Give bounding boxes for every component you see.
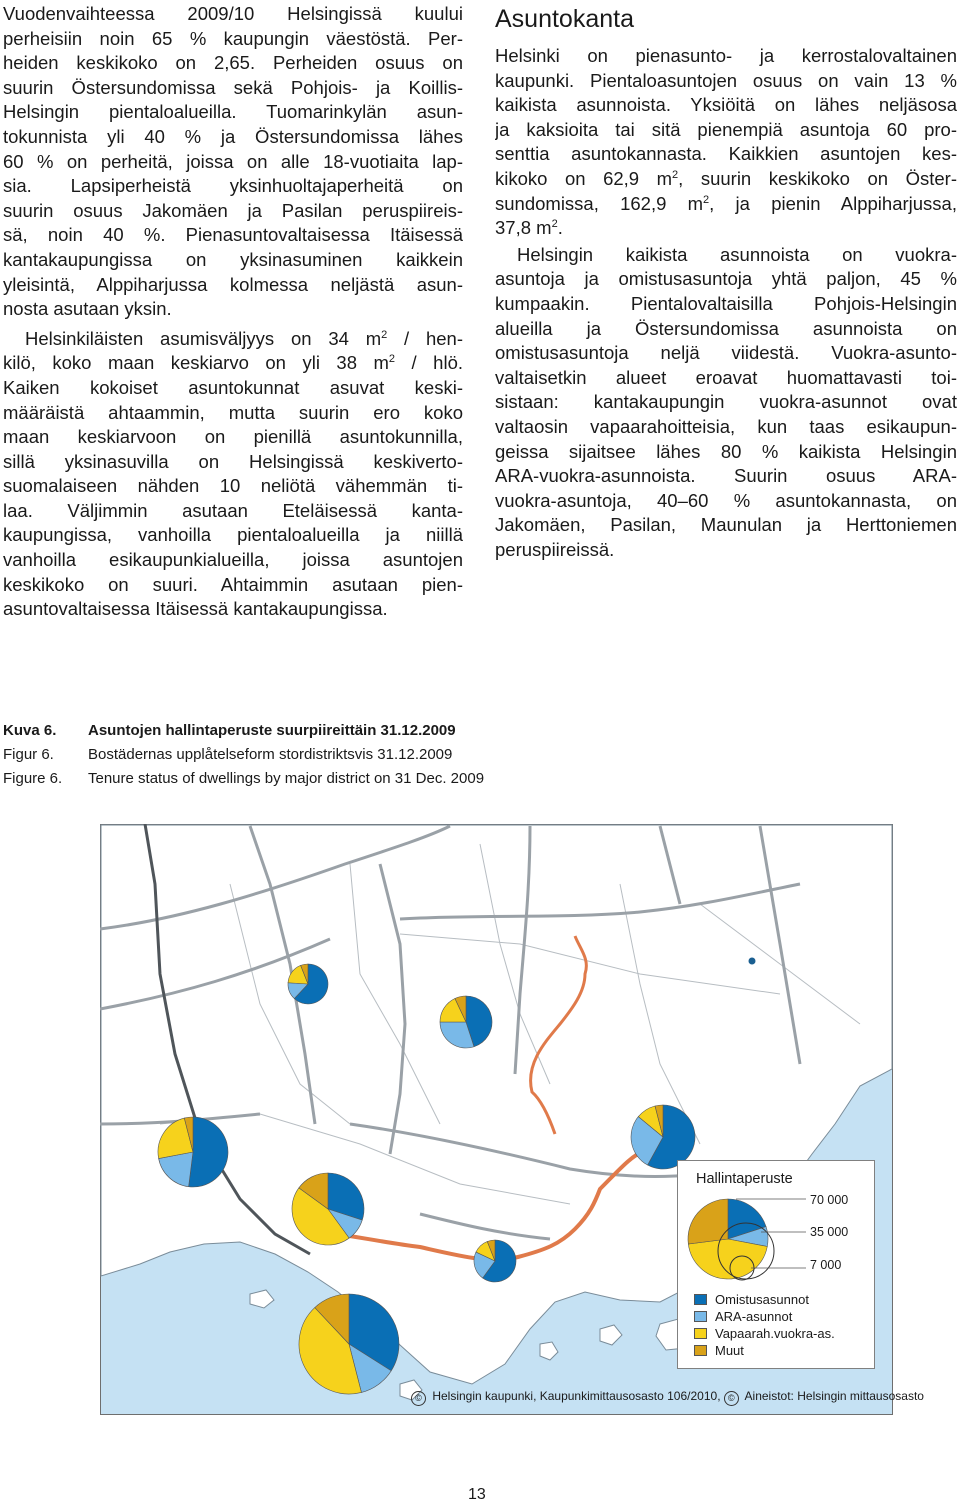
swatch xyxy=(694,1345,707,1356)
text-segment: kilö, koko maan keskiarvo on yli 38 m xyxy=(3,352,389,374)
text-line: vanhoilla esikaupunkialueilla, joissa asuntojen xyxy=(3,549,463,571)
district-pie xyxy=(299,1294,399,1394)
text-line: kaupunki. Pientaloasuntojen osuus on vain 13 % xyxy=(495,69,957,91)
legend-size-7000: 7 000 xyxy=(810,1258,842,1272)
caption-text: Tenure status of dwellings by major district on 31 Dec. 2009 xyxy=(88,770,485,787)
text-line: valtaisetkin alueet eroavat huomattavasti toi- xyxy=(495,366,957,388)
superscript: 2 xyxy=(672,168,679,181)
superscript: 2 xyxy=(703,193,710,206)
text-line: senttia asuntokannasta. Kaikkien asuntojen kes- xyxy=(495,143,957,165)
text-line: sillä yksinasuvilla on Helsingissä keskivertо- xyxy=(3,450,463,472)
text-line: alueilla ja Östersundomissa asunnoista on xyxy=(495,317,957,339)
text-segment: . xyxy=(557,217,563,239)
text-line: yleisintä, Alppiharjussa kolmessa neljästä asun- xyxy=(3,273,463,295)
district-pie xyxy=(288,964,328,1004)
superscript: 2 xyxy=(381,328,388,341)
superscript: 2 xyxy=(551,218,558,231)
caption-row-en xyxy=(3,767,484,791)
text-line: ja kaksioita tai sitä pienempiä asuntoja 60 pro- xyxy=(495,118,957,140)
text-line: peruspiireissä. xyxy=(495,538,615,560)
pie-slice xyxy=(688,1239,767,1279)
text-line: asuntovaltaisessa Itäisessä kantakaupungissa. xyxy=(3,598,388,620)
swatch xyxy=(694,1294,707,1305)
text-line: Helsingin pientaloalueilla. Tuomarinkylän asun- xyxy=(3,101,463,123)
text-line: kaupungissa, vanhoilla pientaloalueilla ja niillä xyxy=(3,524,463,546)
swatch xyxy=(694,1311,707,1322)
right-column xyxy=(495,0,957,562)
credit-text: Helsingin kaupunki, Kaupunkimittausosasto 106/2010, xyxy=(429,1389,724,1403)
page-number: 13 xyxy=(468,1486,486,1503)
legend-item-ara xyxy=(694,1309,792,1324)
text-line: kumpaakin. Pientalovaltaisilla Pohjois-Helsingin xyxy=(495,292,957,314)
paragraph-perheet xyxy=(3,2,463,322)
legend-label: Vapaarah.vuokra-as. xyxy=(715,1326,835,1341)
text-line: Kaiken kokoiset asuntokunnat asuvat keski- xyxy=(3,376,463,398)
paragraph-asuntokanta xyxy=(495,44,957,241)
text-line: keskikoko on suuri. Ahtaimmin asutaan pien- xyxy=(3,573,463,595)
district-pie xyxy=(440,996,492,1048)
text-segment: Helsinkiläisten asumisväljyys on 34 m xyxy=(25,327,382,349)
district-map xyxy=(100,824,924,1415)
text-line: asuntoja ja omistusasuntoja yhtä paljon, 45 % xyxy=(495,268,957,290)
small-island-marker xyxy=(749,958,756,965)
legend-label: Omistusasunnot xyxy=(715,1292,809,1307)
legend-item-muut xyxy=(694,1343,744,1358)
copyright-icon: © xyxy=(411,1391,426,1406)
text-line: Helsingin kaikista asunnoista on vuokra- xyxy=(517,243,957,265)
text-line: omistusasuntoja neljä viidestä. Vuokra-asunto- xyxy=(495,342,957,364)
district-pie xyxy=(158,1117,228,1187)
text-line: Jakomäen, Pasilan, Maunulan ja Herttoniemen xyxy=(495,514,957,536)
text-segment: , suurin keskikoko on Öster- xyxy=(678,167,957,189)
text-line: maan keskiarvoon on pienillä asuntokunnilla, xyxy=(3,426,463,448)
district-pie xyxy=(474,1240,516,1282)
text-line: geissa sijaitsee lähes 80 % kaikista Helsingin xyxy=(495,440,957,462)
caption-row-fi xyxy=(3,719,484,743)
text-line: ARA-vuokra-asunnoista. Suurin osuus ARA- xyxy=(495,465,957,487)
text-line: perheisiin noin 65 % kaupungin väestöstä. Per- xyxy=(3,27,463,49)
text-line: tokunnista yli 40 % ja Östersundomissa lähes xyxy=(3,125,463,147)
text-line: valtaosin vapaarahoitteisia, kun taas esikaupun- xyxy=(495,415,957,437)
legend-label: ARA-asunnot xyxy=(715,1309,793,1324)
text-line: sistaan: kantakaupungin vuokra-asunnot ovat xyxy=(495,391,957,413)
legend-item-omistus xyxy=(694,1292,809,1307)
district-pie xyxy=(292,1173,364,1245)
caption-label: Kuva 6. xyxy=(3,722,57,739)
text-segment: kikoko on 62,9 m xyxy=(495,167,673,189)
text-segment: / hen- xyxy=(387,327,463,349)
legend-label: Muut xyxy=(715,1343,744,1358)
text-line: määräistä ahtaammin, mutta suurin ero koko xyxy=(3,401,463,423)
text-line: suurin osuus Jakomäen ja Pasilan peruspiireis- xyxy=(3,199,463,221)
legend xyxy=(677,1160,875,1369)
map-credit xyxy=(411,1389,924,1406)
text-segment: sundomissa, 162,9 m xyxy=(495,192,704,214)
paragraph-vuokra xyxy=(495,243,957,563)
superscript: 2 xyxy=(388,353,396,366)
legend-title: Hallintaperuste xyxy=(696,1171,793,1187)
text-line: 60 % on perheitä, joissa on alle 18-vuotiaita lap- xyxy=(3,150,463,172)
text-line: vuokra-asuntoja, 40–60 % asuntokannasta, on xyxy=(495,489,957,511)
text-line: Helsinki on pienasunto- ja kerrostalovaltainen xyxy=(495,45,957,66)
legend-item-vapaarah xyxy=(694,1326,835,1341)
figure-caption xyxy=(3,719,484,791)
text-line xyxy=(495,167,957,192)
text-line xyxy=(3,327,463,352)
text-line: Vuodenvaihteessa 2009/10 Helsingissä kuului xyxy=(3,3,463,24)
legend-pie-70000 xyxy=(688,1199,768,1279)
text-line: heiden keskikoko on 2,65. Perheiden osuus on xyxy=(3,52,463,74)
text-line xyxy=(3,351,463,376)
text-line xyxy=(495,192,957,217)
text-line xyxy=(495,216,957,241)
text-line: laa. Väljimmin asutaan Eteläisessä kanta- xyxy=(3,499,463,521)
text-segment: , ja pienin Alppiharjussa, xyxy=(709,192,957,214)
section-heading: Asuntokanta xyxy=(495,5,634,33)
text-line: nosta asutaan yksin. xyxy=(3,298,172,320)
copyright-icon: © xyxy=(724,1391,739,1406)
text-line: kantakaupungissa on yksinasuminen kaikkein xyxy=(3,248,463,270)
text-line: sia. Lapsiperheistä yksinhuoltajaperheitä on xyxy=(3,175,463,197)
legend-size-70000: 70 000 xyxy=(810,1193,849,1207)
caption-text: Bostädernas upplåtelseform stordistriktsvis 31.12.2009 xyxy=(88,746,453,763)
text-line: sä, noin 40 %. Pienasuntovaltaisessa Itäisessä xyxy=(3,224,463,246)
caption-label: Figure 6. xyxy=(3,770,63,787)
swatch xyxy=(694,1328,707,1339)
paragraph-asumisvaljyys xyxy=(3,327,463,622)
text-segment: / hlö. xyxy=(395,352,463,374)
text-line: suomalaiseen nähden 10 neliötä vähemmän ti- xyxy=(3,475,463,497)
text-line: kaikista asunnoista. Yksiöitä on lähes neljäsosa xyxy=(495,94,957,116)
caption-row-sv xyxy=(3,743,484,767)
left-column xyxy=(3,0,463,622)
caption-text: Asuntojen hallintaperuste suurpiireittäin 31.12.2009 xyxy=(88,722,456,739)
caption-label: Figur 6. xyxy=(3,746,54,763)
legend-size-symbol xyxy=(686,1189,806,1285)
legend-size-35000: 35 000 xyxy=(810,1225,849,1239)
text-line: suurin Östersundomissa sekä Pohjois- ja Koillis- xyxy=(3,76,463,98)
text-segment: 37,8 m xyxy=(495,217,552,239)
credit-text: Aineistot: Helsingin mittausosasto xyxy=(741,1389,924,1403)
